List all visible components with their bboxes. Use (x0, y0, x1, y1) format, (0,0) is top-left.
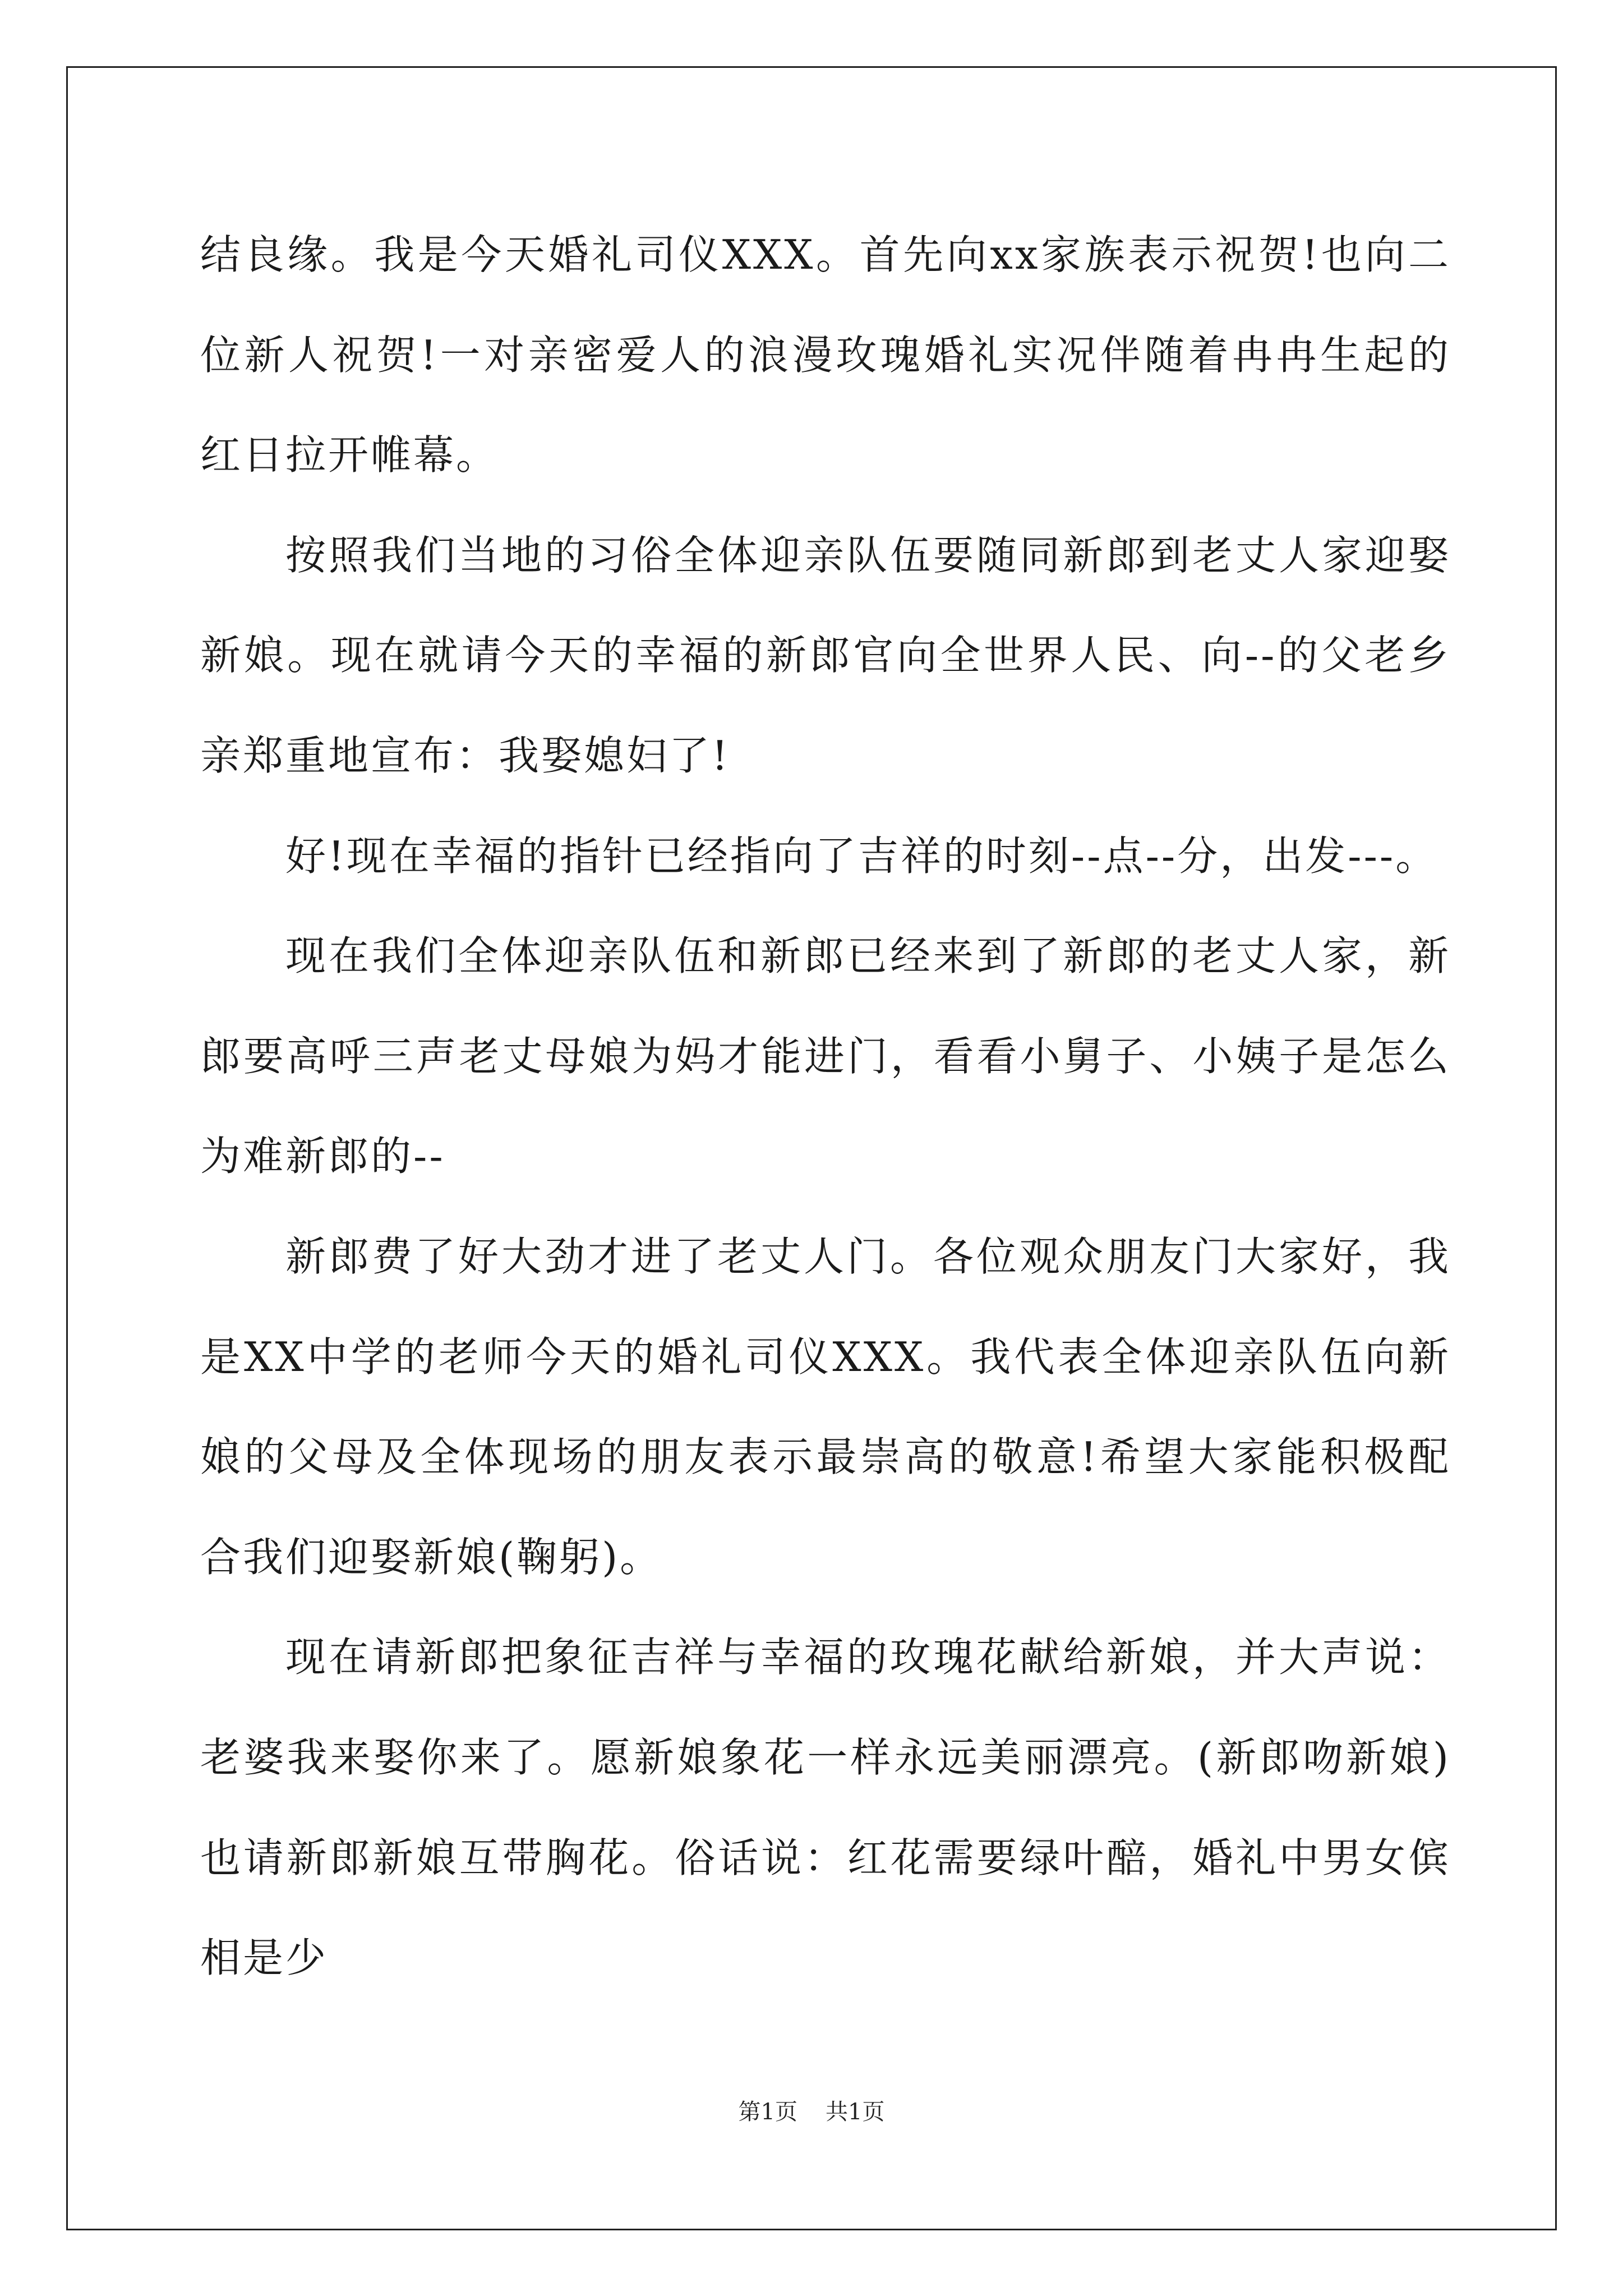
paragraph-6: 现在请新郎把象征吉祥与幸福的玫瑰花献给新娘，并大声说：老婆我来娶你来了。愿新娘象花一样永远美丽漂亮。(新郎吻新娘)也请新郎新娘互带胸花。俗话说：红花需要绿叶醅，婚礼中男女傧相是少 (200, 1634, 1451, 1982)
paragraph-3: 好!现在幸福的指针已经指向了吉祥的时刻--点--分，出发---。 (285, 832, 1438, 880)
page-total: 共1页 (826, 2099, 885, 2125)
paragraph-4: 现在我们全体迎亲队伍和新郎已经来到了新郎的老丈人家，新郎要高呼三声老丈母娘为妈才能进门，看看小舅子、小姨子是怎么为难新郎的-- (200, 932, 1451, 1180)
page-number: 第1页 (738, 2099, 797, 2125)
paragraph-1: 结良缘。我是今天婚礼司仪XXX。首先向xx家族表示祝贺!也向二位新人祝贺!一对亲密爱人的浪漫玫瑰婚礼实况伴随着冉冉生起的红日拉开帷幕。 (200, 231, 1451, 479)
paragraph-2: 按照我们当地的习俗全体迎亲队伍要随同新郎到老丈人家迎娶新娘。现在就请今天的幸福的新郎官向全世界人民、向--的父老乡亲郑重地宣布：我娶媳妇了! (200, 531, 1451, 779)
paragraph-5: 新郎费了好大劲才进了老丈人门。各位观众朋友门大家好，我是XX中学的老师今天的婚礼司仪XXX。我代表全体迎亲队伍向新娘的父母及全体现场的朋友表示最崇高的敬意!希望大家能积极配合我们迎娶新娘(鞠躬)。 (200, 1232, 1451, 1581)
page-footer (0, 2098, 1623, 2126)
document-body (200, 205, 1451, 2008)
